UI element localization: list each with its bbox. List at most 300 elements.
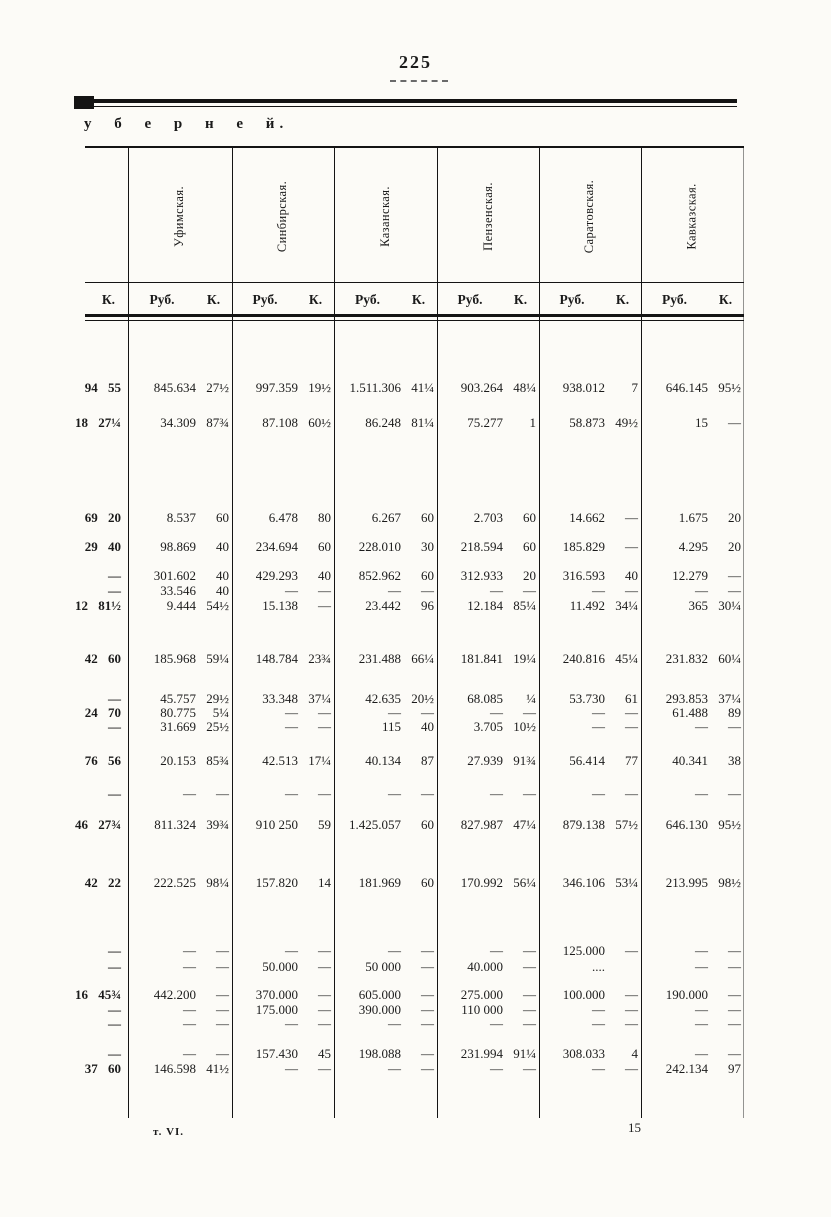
- left-partial-cell: 94 55: [84, 380, 121, 395]
- kopecks-value: 97: [728, 1061, 741, 1076]
- rubles-value: 14.662: [569, 510, 605, 525]
- value-cell: [232, 786, 334, 801]
- rubles-value: 346.106: [562, 875, 605, 890]
- rubles-value: —: [285, 1016, 298, 1031]
- rubles-value: 170.992: [460, 875, 503, 890]
- rubles-value: 442.200: [153, 987, 196, 1002]
- kopecks-value: 40: [421, 719, 434, 734]
- kopecks-value: —: [523, 786, 536, 801]
- rubles-value: 11.492: [569, 598, 605, 613]
- value-cell: [641, 959, 744, 974]
- rubles-value: —: [285, 719, 298, 734]
- value-cell: [437, 415, 539, 430]
- rubles-value: 61.488: [672, 705, 708, 720]
- rubles-value: 1.675: [678, 510, 708, 525]
- value-cell: [437, 875, 539, 890]
- table-row: [0, 1002, 744, 1017]
- value-cell: [334, 1016, 437, 1031]
- column-header-label: Казанская.: [377, 185, 392, 247]
- value-cell: [539, 817, 641, 832]
- value-cell: [641, 753, 744, 768]
- kopecks-value: —: [625, 719, 638, 734]
- rubles-value: 75.277: [467, 415, 503, 430]
- value-cell: [539, 583, 641, 598]
- table-row: [0, 1061, 744, 1076]
- value-cell: [437, 1016, 539, 1031]
- column-header-5: [539, 152, 641, 280]
- rubles-value: —: [388, 1061, 401, 1076]
- rubles-value: 811.324: [154, 817, 196, 832]
- kopecks-value: 60: [421, 568, 434, 583]
- table-row: [0, 651, 744, 666]
- value-cell: [641, 1061, 744, 1076]
- kopecks-value: 41½: [206, 1061, 229, 1076]
- rubles-value: 938.012: [562, 380, 605, 395]
- rubles-value: 390.000: [358, 1002, 401, 1017]
- rubles-value: 3.705: [473, 719, 503, 734]
- value-cell: [641, 1002, 744, 1017]
- kopecks-value: 53¼: [615, 875, 638, 890]
- rubles-value: 31.669: [160, 719, 196, 734]
- value-cell: [334, 1061, 437, 1076]
- kopecks-value: 60: [216, 510, 229, 525]
- value-cell: [128, 1046, 232, 1061]
- value-cell: [232, 875, 334, 890]
- value-cell: [539, 1061, 641, 1076]
- kopecks-header: К.: [411, 292, 426, 307]
- rubles-value: 45.757: [160, 691, 196, 706]
- kopecks-value: —: [318, 1016, 331, 1031]
- value-cell: [128, 598, 232, 613]
- rubles-value: 68.085: [467, 691, 503, 706]
- rubles-value: —: [695, 786, 708, 801]
- value-cell: [128, 583, 232, 598]
- table-row: [0, 987, 744, 1002]
- rubles-value: 8.537: [166, 510, 196, 525]
- left-partial-cell: 76 56: [84, 753, 121, 768]
- rubles-value: —: [490, 1016, 503, 1031]
- rubles-value: 50 000: [365, 959, 401, 974]
- kopecks-header: К.: [718, 292, 733, 307]
- kopecks-value: 85¼: [513, 598, 536, 613]
- kopecks-value: 85¾: [206, 753, 229, 768]
- rubles-value: —: [592, 1016, 605, 1031]
- kopecks-value: 40: [625, 568, 638, 583]
- table-row: [0, 568, 744, 583]
- rubles-value: 34.309: [160, 415, 196, 430]
- value-cell: [334, 1002, 437, 1017]
- kopecks-value: 5¼: [212, 705, 229, 720]
- currency-header-cell: [539, 292, 641, 307]
- table-row: [0, 380, 744, 395]
- table-row: [0, 415, 744, 430]
- value-cell: [539, 568, 641, 583]
- page-number: 225: [399, 52, 432, 72]
- rubles-value: —: [285, 786, 298, 801]
- value-cell: [128, 651, 232, 666]
- value-cell: [437, 539, 539, 554]
- value-cell: [641, 691, 744, 706]
- rubles-value: —: [388, 943, 401, 958]
- rubles-header: Руб.: [149, 292, 175, 307]
- rubles-value: —: [695, 583, 708, 598]
- kopecks-value: —: [625, 510, 638, 525]
- rubles-value: —: [592, 719, 605, 734]
- kopecks-value: —: [318, 705, 331, 720]
- rubles-value: 146.598: [153, 1061, 196, 1076]
- kopecks-value: —: [728, 943, 741, 958]
- kopecks-value: —: [216, 943, 229, 958]
- rubles-value: 33.546: [160, 583, 196, 598]
- rubles-value: 58.873: [569, 415, 605, 430]
- left-partial-cell: 37 60: [84, 1061, 121, 1076]
- rubles-value: 275.000: [460, 987, 503, 1002]
- value-cell: [232, 1046, 334, 1061]
- rubles-value: —: [592, 1061, 605, 1076]
- table-row: [0, 510, 744, 525]
- kopecks-value: 25½: [206, 719, 229, 734]
- table-row: [0, 705, 744, 720]
- value-cell: [128, 943, 232, 958]
- rubles-value: 301.602: [153, 568, 196, 583]
- value-cell: [539, 705, 641, 720]
- left-partial-cell: —: [108, 583, 121, 598]
- left-partial-cell: —: [108, 691, 121, 706]
- rubles-value: 213.995: [665, 875, 708, 890]
- column-header-label: Синбирская.: [275, 180, 290, 252]
- value-cell: [641, 705, 744, 720]
- value-cell: [437, 705, 539, 720]
- rubles-value: 40.341: [672, 753, 708, 768]
- kopecks-value: 27½: [206, 380, 229, 395]
- value-cell: [232, 1061, 334, 1076]
- table-row: [0, 786, 744, 801]
- kopecks-value: 87: [421, 753, 434, 768]
- column-header-2: [232, 152, 334, 280]
- rubles-value: 312.933: [460, 568, 503, 583]
- value-cell: [437, 959, 539, 974]
- left-partial-cell: 42 22: [84, 875, 121, 890]
- rubles-value: 605.000: [358, 987, 401, 1002]
- value-cell: [437, 380, 539, 395]
- table-row: [0, 959, 744, 974]
- rubles-value: —: [592, 705, 605, 720]
- value-cell: [437, 943, 539, 958]
- corner-kopeck-header: К.: [101, 292, 115, 307]
- value-cell: [232, 415, 334, 430]
- kopecks-value: 60: [421, 817, 434, 832]
- value-cell: [232, 651, 334, 666]
- rubles-value: 15.138: [262, 598, 298, 613]
- value-cell: [232, 943, 334, 958]
- value-cell: [334, 380, 437, 395]
- value-cell: [641, 875, 744, 890]
- kopecks-value: 60: [421, 875, 434, 890]
- rubles-value: 997.359: [255, 380, 298, 395]
- kopecks-value: 80: [318, 510, 331, 525]
- value-cell: [128, 568, 232, 583]
- value-cell: [641, 719, 744, 734]
- rubles-value: —: [285, 583, 298, 598]
- value-cell: [334, 705, 437, 720]
- kopecks-value: —: [216, 1046, 229, 1061]
- kopecks-value: —: [625, 1061, 638, 1076]
- kopecks-value: 95½: [718, 380, 741, 395]
- left-partial-cell: 12 81½: [75, 598, 121, 613]
- rubles-header: Руб.: [355, 292, 380, 307]
- column-header-label: Саратовская.: [582, 179, 597, 253]
- kopecks-value: —: [523, 1002, 536, 1017]
- rubles-value: —: [695, 719, 708, 734]
- rubles-value: 56.414: [569, 753, 605, 768]
- kopecks-value: —: [318, 959, 331, 974]
- rubles-header: Руб.: [662, 292, 687, 307]
- rubles-value: 231.994: [460, 1046, 503, 1061]
- table-row: [0, 817, 744, 832]
- rubles-value: —: [285, 705, 298, 720]
- governorates-group-header: у б е р н е й.: [84, 116, 289, 132]
- value-cell: [539, 598, 641, 613]
- value-cell: [539, 415, 641, 430]
- column-header-3: [334, 152, 437, 280]
- value-cell: [641, 380, 744, 395]
- kopecks-value: 39¾: [206, 817, 229, 832]
- kopecks-value: —: [523, 1061, 536, 1076]
- left-partial-cell: —: [108, 1016, 121, 1031]
- kopecks-value: —: [318, 943, 331, 958]
- rubles-value: —: [695, 959, 708, 974]
- rubles-value: —: [695, 1002, 708, 1017]
- value-cell: [232, 539, 334, 554]
- value-cell: [128, 415, 232, 430]
- value-cell: [539, 943, 641, 958]
- kopecks-value: 20: [728, 539, 741, 554]
- value-cell: [232, 719, 334, 734]
- rubles-value: 23.442: [365, 598, 401, 613]
- rubles-value: 198.088: [358, 1046, 401, 1061]
- kopecks-value: 57½: [615, 817, 638, 832]
- rubles-value: —: [592, 786, 605, 801]
- kopecks-value: ¼: [526, 691, 536, 706]
- horizontal-rule: [75, 106, 737, 107]
- rubles-value: —: [183, 1002, 196, 1017]
- left-partial-cell: —: [108, 719, 121, 734]
- rubles-value: —: [388, 786, 401, 801]
- kopecks-header: К.: [615, 292, 630, 307]
- kopecks-value: 77: [625, 753, 638, 768]
- value-cell: [232, 583, 334, 598]
- kopecks-value: —: [728, 987, 741, 1002]
- rubles-value: 87.108: [262, 415, 298, 430]
- kopecks-value: 60: [523, 510, 536, 525]
- horizontal-rule: [85, 146, 744, 148]
- value-cell: [232, 598, 334, 613]
- kopecks-value: 81¼: [411, 415, 434, 430]
- rubles-value: 53.730: [569, 691, 605, 706]
- kopecks-value: —: [625, 583, 638, 598]
- kopecks-value: —: [728, 415, 741, 430]
- kopecks-value: —: [523, 583, 536, 598]
- rubles-value: 157.430: [255, 1046, 298, 1061]
- rubles-value: —: [183, 959, 196, 974]
- kopecks-value: 20½: [411, 691, 434, 706]
- value-cell: [641, 510, 744, 525]
- kopecks-value: 40: [216, 583, 229, 598]
- kopecks-value: —: [728, 583, 741, 598]
- value-cell: [539, 1016, 641, 1031]
- kopecks-value: 61: [625, 691, 638, 706]
- rubles-value: 181.841: [460, 651, 503, 666]
- rubles-value: 218.594: [460, 539, 503, 554]
- kopecks-value: —: [421, 1016, 434, 1031]
- rubles-value: —: [490, 786, 503, 801]
- value-cell: [334, 786, 437, 801]
- rubles-value: —: [592, 583, 605, 598]
- value-cell: [334, 510, 437, 525]
- value-cell: [128, 380, 232, 395]
- rubles-value: 40.134: [365, 753, 401, 768]
- rubles-value: 852.962: [358, 568, 401, 583]
- rubles-value: 228.010: [358, 539, 401, 554]
- left-partial-cell: —: [108, 1002, 121, 1017]
- kopecks-value: 59: [318, 817, 331, 832]
- value-cell: [128, 959, 232, 974]
- value-cell: [128, 719, 232, 734]
- kopecks-value: 60½: [308, 415, 331, 430]
- table-row: [0, 1016, 744, 1031]
- kopecks-header: К.: [513, 292, 528, 307]
- kopecks-value: —: [728, 719, 741, 734]
- kopecks-value: 40: [216, 539, 229, 554]
- value-cell: [334, 415, 437, 430]
- kopecks-value: 40: [216, 568, 229, 583]
- value-cell: [334, 753, 437, 768]
- kopecks-value: 10½: [513, 719, 536, 734]
- value-cell: [128, 1061, 232, 1076]
- rubles-value: 293.853: [665, 691, 708, 706]
- column-header-label: Кавказская.: [685, 182, 699, 250]
- value-cell: [128, 875, 232, 890]
- value-cell: [334, 959, 437, 974]
- rubles-value: 12.184: [467, 598, 503, 613]
- rubles-value: 646.145: [665, 380, 708, 395]
- rubles-value: 50.000: [262, 959, 298, 974]
- left-partial-cell: —: [108, 1046, 121, 1061]
- value-cell: [334, 583, 437, 598]
- rubles-value: 2.703: [473, 510, 503, 525]
- column-header-6: [641, 152, 744, 280]
- left-partial-cell: —: [108, 568, 121, 583]
- kopecks-value: —: [728, 786, 741, 801]
- kopecks-value: —: [318, 786, 331, 801]
- value-cell: [539, 691, 641, 706]
- rubles-value: 240.816: [562, 651, 605, 666]
- rubles-value: 845.634: [153, 380, 196, 395]
- kopecks-value: —: [421, 1061, 434, 1076]
- currency-header-cell: [334, 292, 437, 307]
- rubles-value: 222.525: [153, 875, 196, 890]
- kopecks-value: —: [216, 1016, 229, 1031]
- rubles-value: —: [388, 1016, 401, 1031]
- value-cell: [539, 875, 641, 890]
- value-cell: [437, 753, 539, 768]
- value-cell: [641, 1046, 744, 1061]
- kopecks-value: —: [523, 943, 536, 958]
- rubles-value: ....: [592, 959, 605, 974]
- kopecks-value: 45: [318, 1046, 331, 1061]
- value-cell: [539, 987, 641, 1002]
- footer-volume-label: т. VI.: [153, 1126, 185, 1138]
- kopecks-value: 48¼: [513, 380, 536, 395]
- column-header-label: Уфимская.: [172, 185, 187, 247]
- kopecks-value: 87¾: [206, 415, 229, 430]
- value-cell: [641, 598, 744, 613]
- kopecks-value: 19½: [308, 380, 331, 395]
- kopecks-value: [605, 959, 641, 974]
- value-cell: [232, 753, 334, 768]
- currency-header-cell: [232, 292, 334, 307]
- kopecks-value: 47¼: [513, 817, 536, 832]
- kopecks-value: —: [421, 705, 434, 720]
- value-cell: [232, 380, 334, 395]
- rubles-value: 9.444: [166, 598, 196, 613]
- rubles-value: 98.869: [160, 539, 196, 554]
- value-cell: [128, 705, 232, 720]
- rubles-value: 42.513: [262, 753, 298, 768]
- rubles-value: 157.820: [255, 875, 298, 890]
- kopecks-value: 60: [523, 539, 536, 554]
- value-cell: [232, 817, 334, 832]
- rubles-value: —: [695, 943, 708, 958]
- kopecks-value: —: [523, 1016, 536, 1031]
- kopecks-value: —: [523, 987, 536, 1002]
- rubles-value: 1.425.057: [349, 817, 401, 832]
- table-row: [0, 943, 744, 958]
- value-cell: [437, 598, 539, 613]
- kopecks-value: —: [421, 943, 434, 958]
- value-cell: [334, 987, 437, 1002]
- kopecks-value: —: [523, 705, 536, 720]
- value-cell: [334, 691, 437, 706]
- kopecks-value: —: [216, 786, 229, 801]
- kopecks-value: —: [421, 786, 434, 801]
- rubles-value: 370.000: [255, 987, 298, 1002]
- kopecks-value: 37¼: [308, 691, 331, 706]
- value-cell: [539, 1046, 641, 1061]
- rubles-value: 42.635: [365, 691, 401, 706]
- value-cell: [232, 691, 334, 706]
- value-cell: [641, 539, 744, 554]
- rubles-header: Руб.: [559, 292, 585, 307]
- value-cell: [437, 1046, 539, 1061]
- rubles-value: —: [183, 786, 196, 801]
- value-cell: [128, 753, 232, 768]
- value-cell: [437, 817, 539, 832]
- kopecks-value: 29½: [206, 691, 229, 706]
- value-cell: [539, 539, 641, 554]
- rubles-value: 231.832: [665, 651, 708, 666]
- horizontal-rule: [85, 320, 744, 321]
- value-cell: [539, 1002, 641, 1017]
- kopecks-value: 60¼: [718, 651, 741, 666]
- horizontal-rule: [85, 282, 744, 283]
- left-partial-cell: —: [108, 943, 121, 958]
- rubles-value: 115: [381, 719, 401, 734]
- rubles-value: 190.000: [665, 987, 708, 1002]
- rubles-value: 429.293: [255, 568, 298, 583]
- value-cell: [232, 568, 334, 583]
- rubles-value: 4.295: [678, 539, 708, 554]
